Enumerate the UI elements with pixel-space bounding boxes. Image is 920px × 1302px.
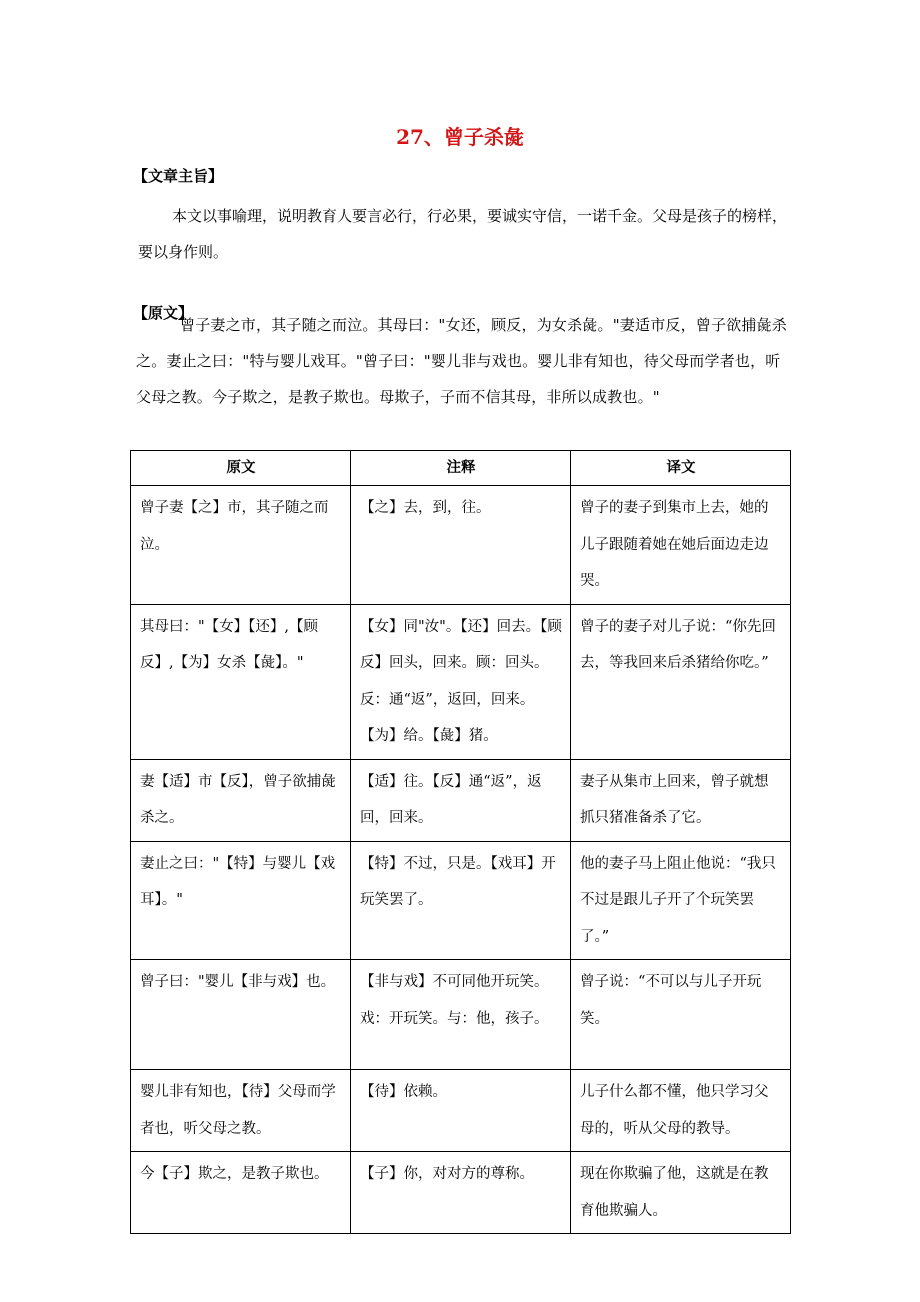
cell-translation: 儿子什么都不懂，他只学习父母的，听从父母的教导。 bbox=[571, 1070, 791, 1152]
header-original: 原文 bbox=[131, 451, 351, 486]
cell-notes: 【待】依赖。 bbox=[351, 1070, 571, 1152]
table-row bbox=[131, 841, 791, 960]
cell-translation: 曾子的妻子对儿子说：“你先回去，等我回来后杀猪给你吃。” bbox=[571, 604, 791, 759]
cell-translation: 妻子从集市上回来，曾子就想抓只猪准备杀了它。 bbox=[571, 759, 791, 841]
cell-original: 妻止之曰："【特】与婴儿【戏耳】。" bbox=[131, 841, 351, 960]
cell-original: 婴儿非有知也，【待】父母而学者也，听父母之教。 bbox=[131, 1070, 351, 1152]
cell-original: 曾子妻【之】市，其子随之而泣。 bbox=[131, 486, 351, 605]
cell-notes: 【适】往。【反】通“返”，返回，回来。 bbox=[351, 759, 571, 841]
theme-paragraph: 本文以事喻理，说明教育人要言必行，行必果，要诚实守信，一诺千金。父母是孩子的榜样，要以身作则。 bbox=[138, 207, 788, 261]
document-title: 27、曾子杀彘 bbox=[396, 125, 524, 149]
original-heading: 【原文】 bbox=[133, 304, 194, 322]
cell-notes: 【子】你，对对方的尊称。 bbox=[351, 1152, 571, 1234]
cell-translation: 现在你欺骗了他，这就是在教育他欺骗人。 bbox=[571, 1152, 791, 1234]
table-row bbox=[131, 604, 791, 759]
cell-original: 今【子】欺之，是教子欺也。 bbox=[131, 1152, 351, 1234]
cell-notes: 【女】同"汝"。【还】回去。【顾反】回头，回来。顾：回头。反：通“返”，返回，回来。【为】给。【彘】猪。 bbox=[351, 604, 571, 759]
cell-translation: 曾子说：“不可以与儿子开玩笑。 bbox=[571, 960, 791, 1070]
cell-original: 其母曰："【女】【还】,【顾反】,【为】女杀【彘】。" bbox=[131, 604, 351, 759]
cell-translation: 曾子的妻子到集市上去，她的儿子跟随着她在她后面边走边哭。 bbox=[571, 486, 791, 605]
theme-heading: 【文章主旨】 bbox=[133, 167, 224, 185]
header-notes: 注释 bbox=[351, 451, 571, 486]
table-row bbox=[131, 759, 791, 841]
cell-notes: 【特】不过，只是。【戏耳】开玩笑罢了。 bbox=[351, 841, 571, 960]
table-row bbox=[131, 1152, 791, 1234]
header-translation: 译文 bbox=[571, 451, 791, 486]
table-row bbox=[131, 486, 791, 605]
table-row bbox=[131, 1070, 791, 1152]
table-header-row bbox=[131, 451, 791, 486]
annotation-table bbox=[130, 450, 791, 1234]
cell-translation: 他的妻子马上阻止他说：“我只不过是跟儿子开了个玩笑罢了。” bbox=[571, 841, 791, 960]
cell-original: 妻【适】市【反】，曾子欲捕彘杀之。 bbox=[131, 759, 351, 841]
original-paragraph: 曾子妻之市，其子随之而泣。其母曰："女还，顾反，为女杀彘。"妻适市反，曾子欲捕彘杀之。妻止之曰："特与婴儿戏耳。"曾子曰："婴儿非与戏也。婴儿非有知也，待父母而学者也，听父母之教。今子欺之，是教子欺也。母欺子，子而不信其母，非所以成教也。" bbox=[136, 316, 788, 406]
cell-notes: 【之】去，到，往。 bbox=[351, 486, 571, 605]
table-row bbox=[131, 960, 791, 1070]
cell-notes: 【非与戏】不可同他开玩笑。戏：开玩笑。与：他，孩子。 bbox=[351, 960, 571, 1070]
cell-original: 曾子曰："婴儿【非与戏】也。 bbox=[131, 960, 351, 1070]
